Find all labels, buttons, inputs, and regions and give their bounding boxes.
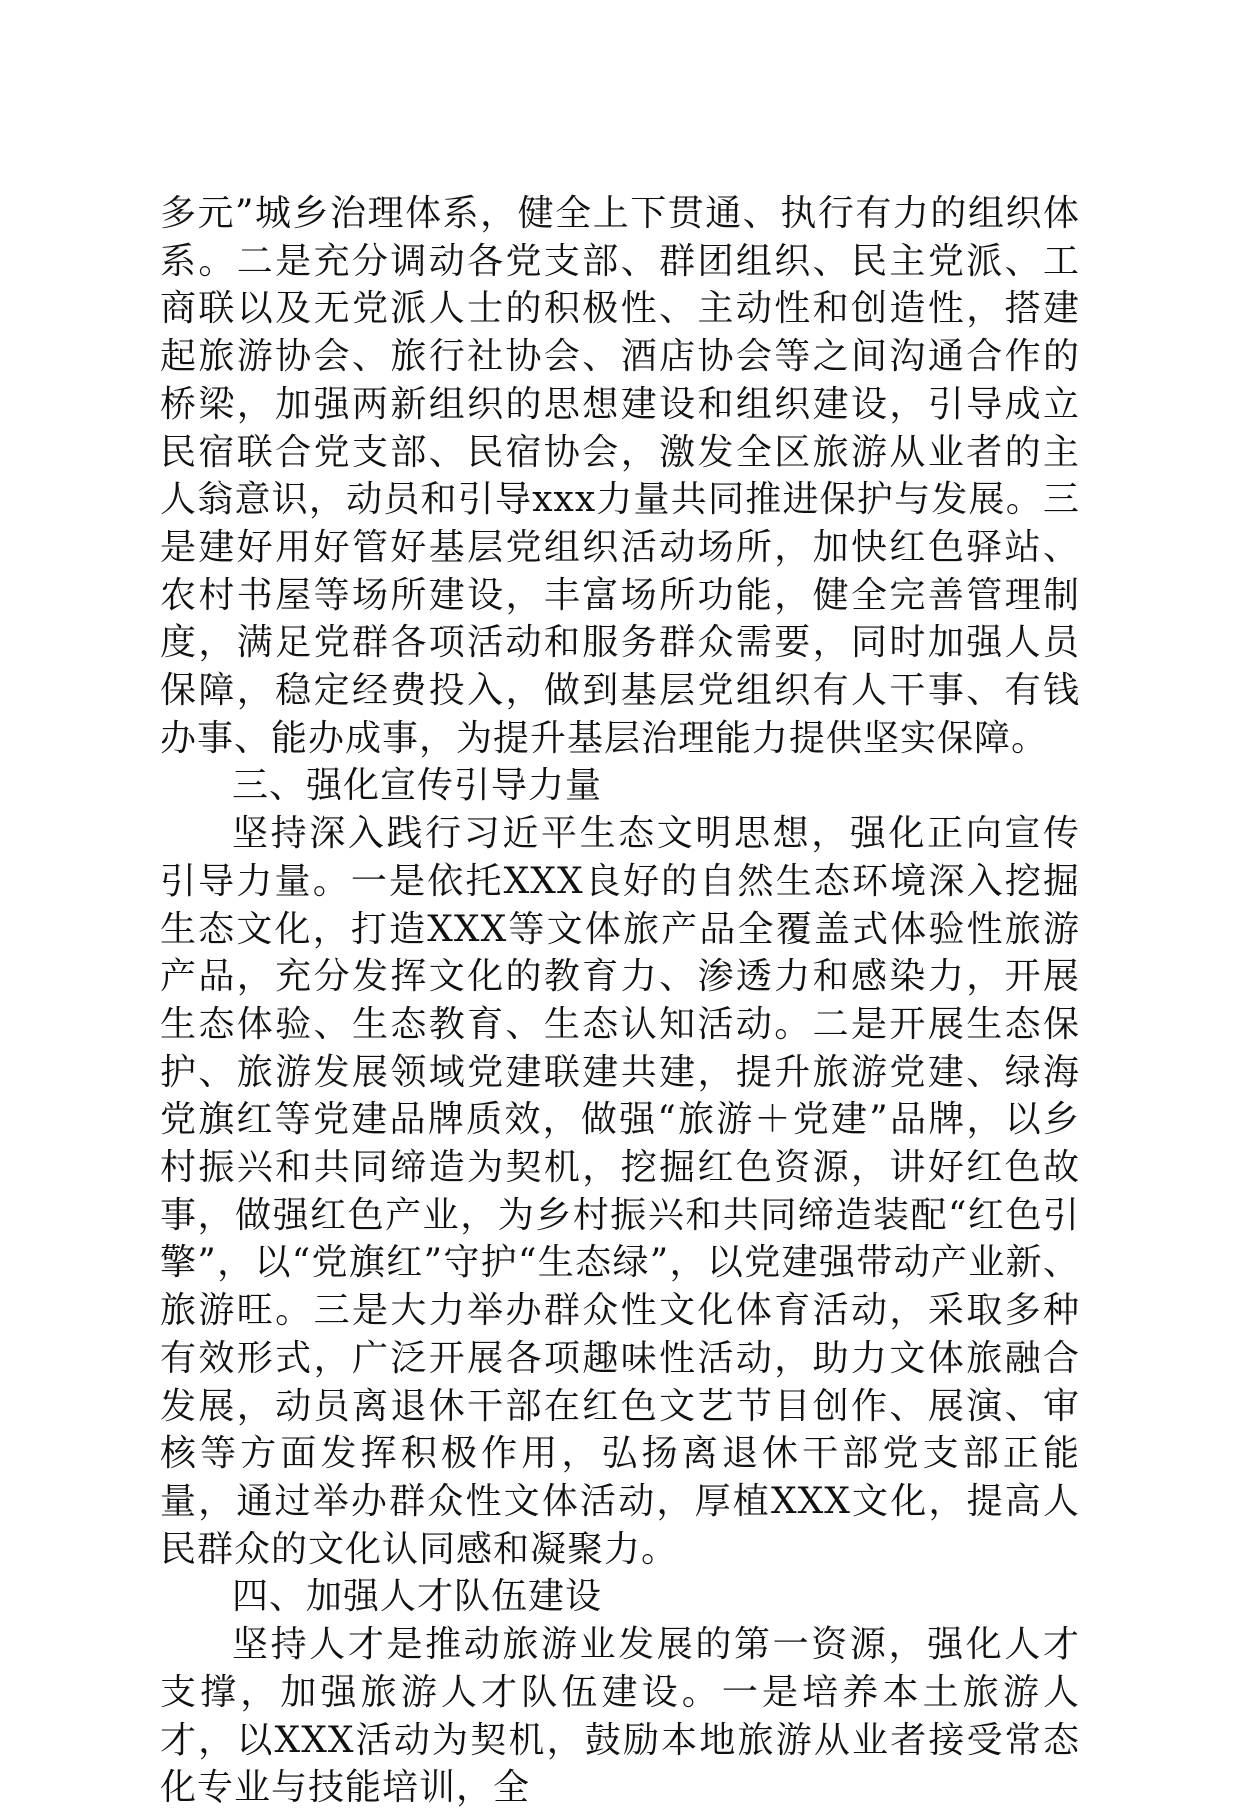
section-heading-3: 三、强化宣传引导力量	[232, 765, 603, 807]
paragraph-continuation: 多元”城乡治理体系，健全上下贯通、执行有力的组织体系。二是充分调动各党支部、群团组织、民主党派、工商联以及无党派人士的积极性、主动性和创造性，搭建起旅游协会、旅行社协会、酒店协会等之间沟通合作的桥梁，加强两新组织的思想建设和组织建设，引导成立民宿联合党支部、民宿协会，激发全区旅游从业者的主人翁意识，动员和引导xxx力量共同推进保护与发展。三是建好用好管好基层党组织活动场所，加快红色驿站、农村书屋等场所建设，丰富场所功能，健全完善管理制度，满足党群各项活动和服务群众需要，同时加强人员保障，稳定经费投入，做到基层党组织有人干事、有钱办事、能办成事，为提升基层治理能力提供坚实保障。	[160, 193, 1080, 759]
document-body	[160, 190, 1080, 1812]
paragraph-section-4: 坚持人才是推动旅游业发展的第一资源，强化人才支撑，加强旅游人才队伍建设。一是培养本土旅游人才，以XXX活动为契机，鼓励本地旅游从业者接受常态化专业与技能培训，全	[160, 1624, 1080, 1809]
paragraph-section-3: 坚持深入践行习近平生态文明思想，强化正向宣传引导力量。一是依托XXX良好的自然生态环境深入挖掘生态文化，打造XXX等文体旅产品全覆盖式体验性旅游产品，充分发挥文化的教育力、渗透力和感染力，开展生态体验、生态教育、生态认知活动。二是开展生态保护、旅游发展领域党建联建共建，提升旅游党建、绿海党旗红等党建品牌质效，做强“旅游＋党建”品牌，以乡村振兴和共同缔造为契机，挖掘红色资源，讲好红色故事，做强红色产业，为乡村振兴和共同缔造装配“红色引擎”，以“党旗红”守护“生态绿”，以党建强带动产业新、旅游旺。三是大力举办群众性文化体育活动，采取多种有效形式，广泛开展各项趣味性活动，助力文体旅融合发展，动员离退休干部在红色文艺节目创作、展演、审核等方面发挥积极作用，弘扬离退休干部党支部正能量，通过举办群众性文体活动，厚植XXX文化，提高人民群众的文化认同感和凝聚力。	[160, 813, 1080, 1570]
section-heading-4: 四、加强人才队伍建设	[232, 1576, 603, 1618]
